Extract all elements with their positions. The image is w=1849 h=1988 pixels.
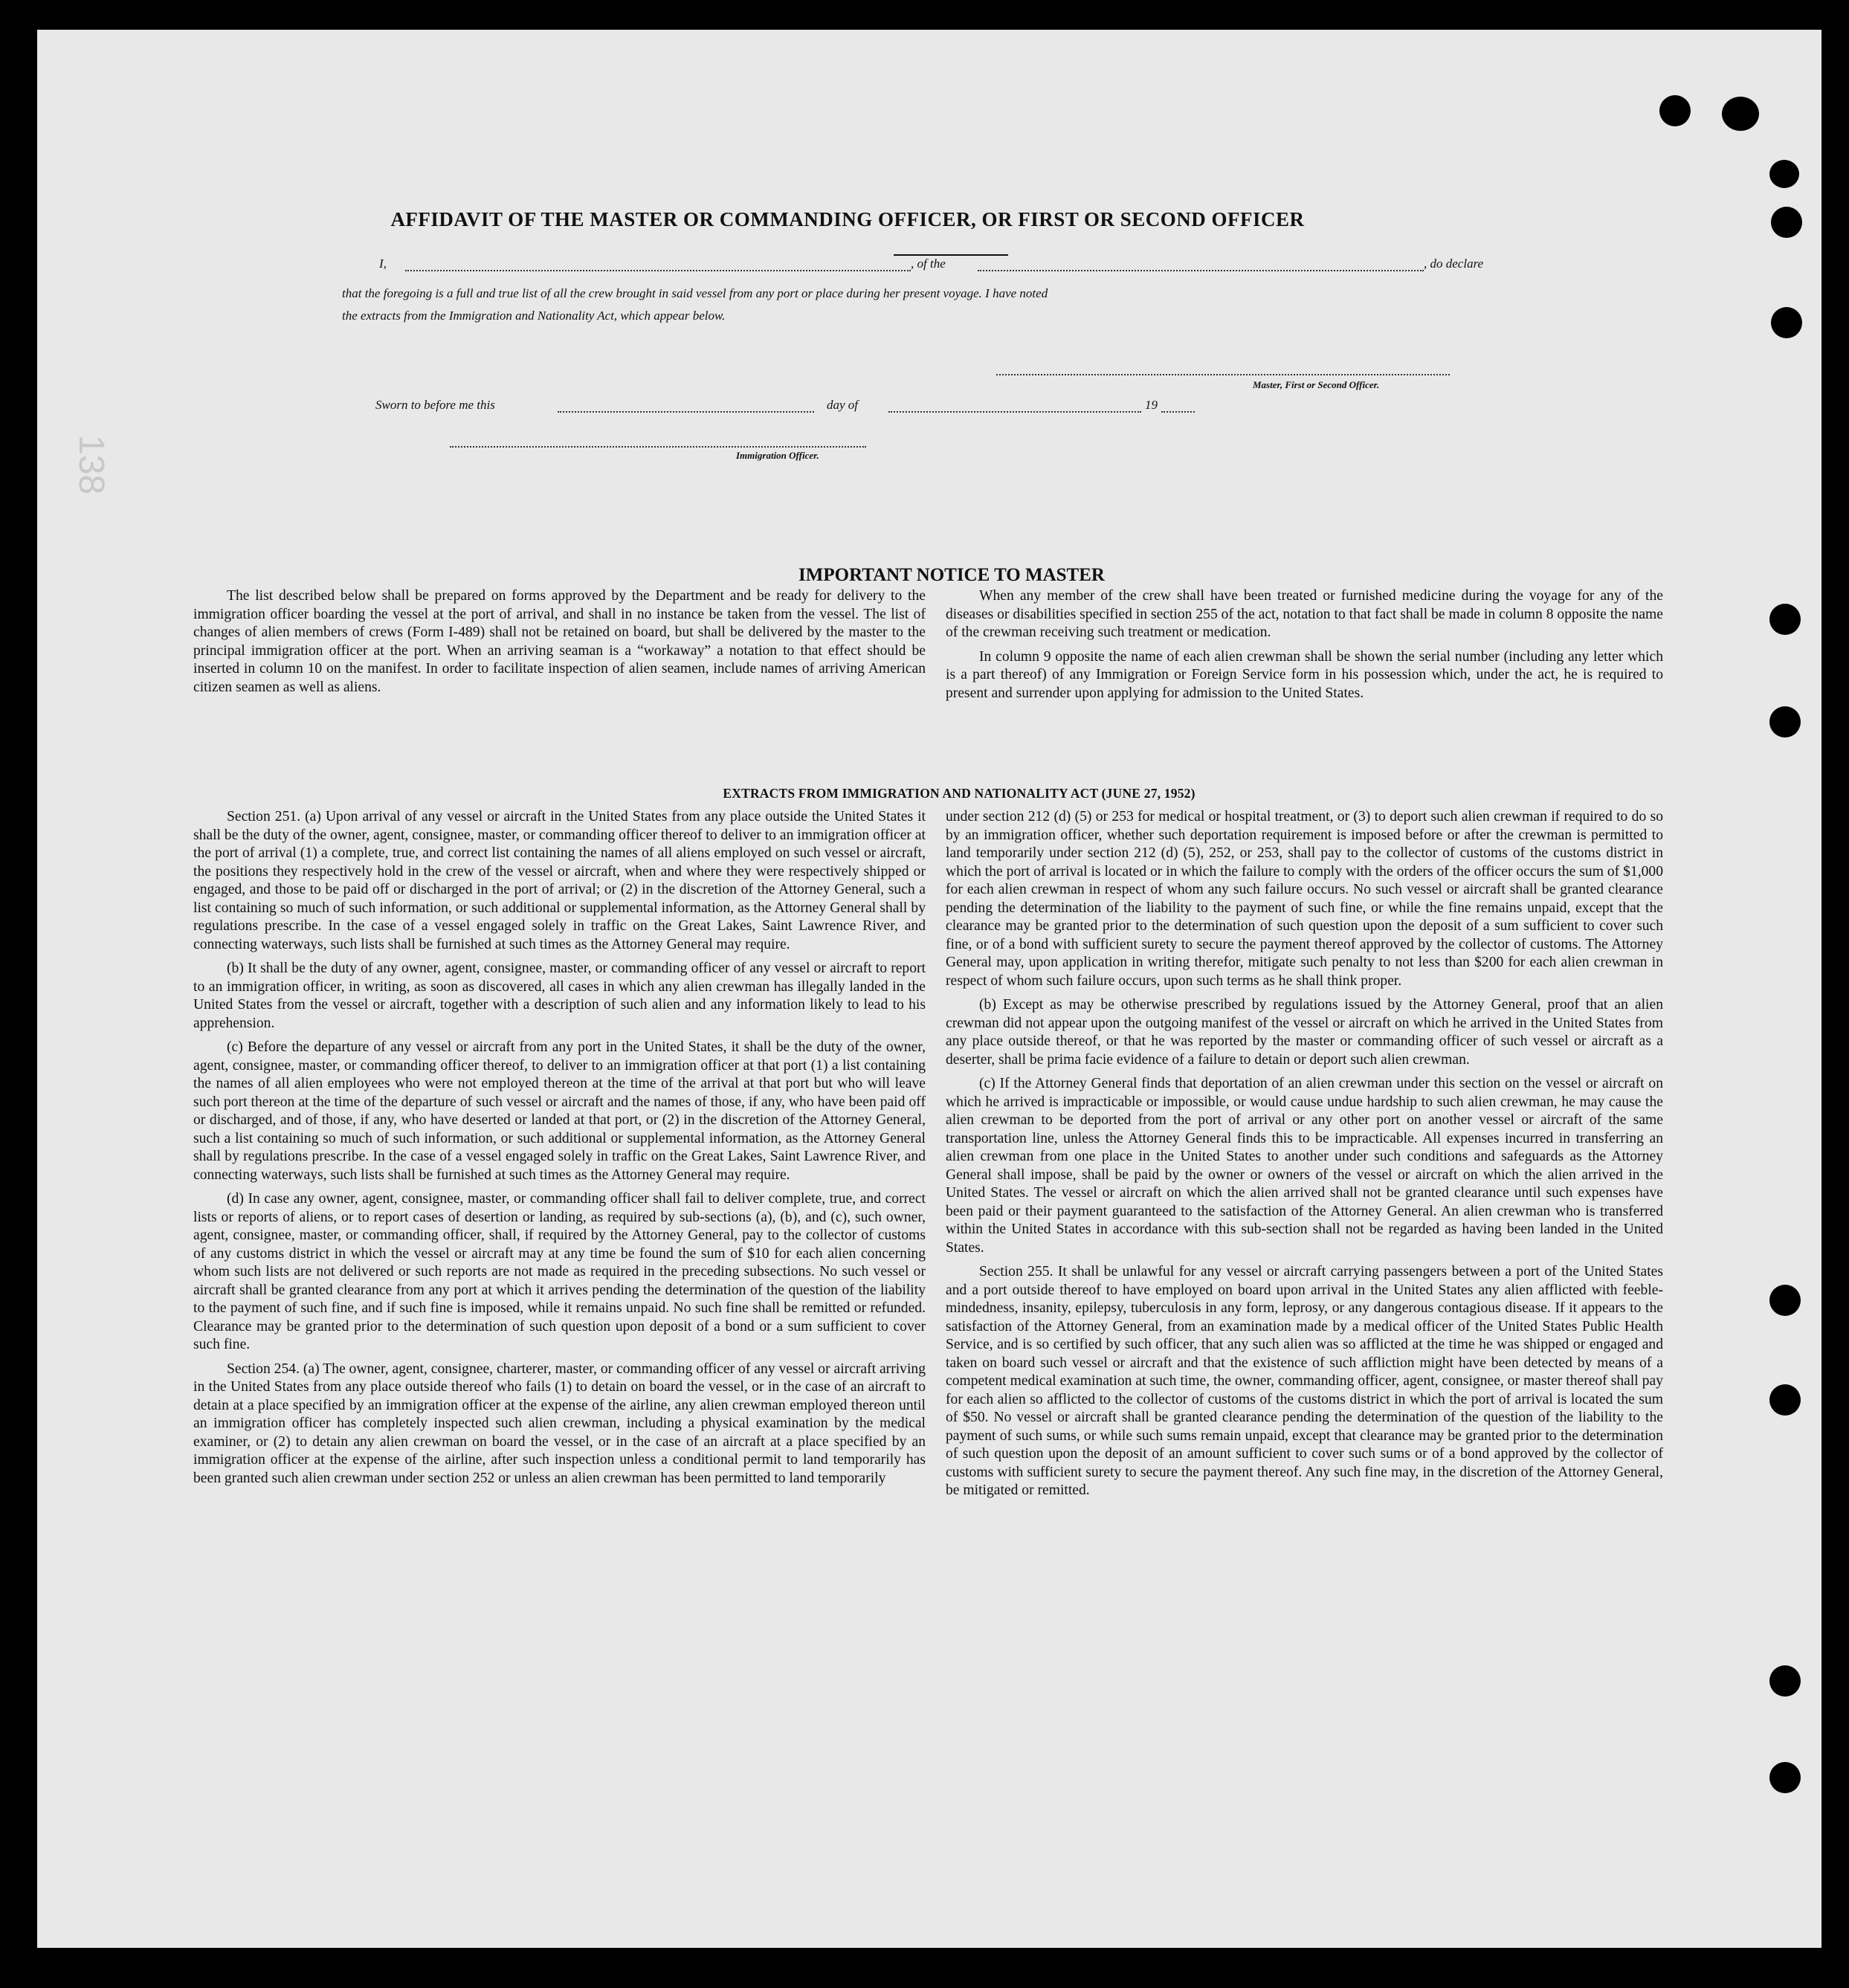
section-paragraph: (c) If the Attorney General finds that deportation of an alien crewman under this section on the vessel or aircraft on which he arrived is impracticable or impossible, or would cause undue hardship to such alien crewman, he may cause the alien crewman to be deported from the port of arrival or any other port on another vessel or aircraft of the same transportation line, unless the Attorney General finds this to be impracticable. All expenses incurred in transferring an alien crewman from one place in the United States to another under such conditions and safeguards as the Attorney General shall impose, shall be paid by the owner or owners of the vessel or aircraft on which the alien arrived in the United States. The vessel or aircraft on which the alien arrived shall not be granted clearance until such expenses have been paid or their payment guaranteed to the satisfaction of the Attorney General. An alien crewman who is transferred within the United States in accordance with this sub-section shall not be regarded as having been landed in the United States.: [946, 1076, 1663, 1256]
affidavit-statement-line-2: the extracts from the Immigration and Nationality Act, which appear below.: [342, 309, 726, 323]
year-label: 19: [1145, 398, 1158, 412]
notice-paragraph: When any member of the crew shall have been treated or furnished medicine during the voyage for any of the diseases or disabilities specified in section 255 of the act, notation to that fact shall be made in column 8 opposite the name of the crewman receiving such treatment or medication.: [946, 588, 1663, 640]
section-paragraph: (b) Except as may be otherwise prescribed by regulations issued by the Attorney General, proof that an alien crewman did not appear upon the outgoing manifest of the vessel or aircraft on which he arrived in the United States from any place outside thereof, or that he was reported by the master or commanding officer of such vessel or aircraft as a deserter, shall be prima facie evidence of a failure to detain or deport such alien crewman.: [946, 997, 1663, 1068]
punch-hole: [1769, 160, 1799, 188]
document-page: [37, 30, 1821, 1948]
section-paragraph: Section 254. (a) The owner, agent, consignee, charterer, master, or commanding officer of any vessel or aircraft arriving in the United States from any place outside thereof who fails (1) to detain on board the vessel, or in the case of an aircraft to detain at a place specified by an immigration officer at the expense of the airline, any alien crewman employed thereon until an immigration officer has completely inspected such alien crewman, including a physical examination by the medical examiner, or (2) to detain any alien crewman on board the vessel, or in the case of an aircraft at a place specified by an immigration officer at the expense of the airline, after such inspection unless a conditional permit to land temporarily has been granted such alien crewman under section 252 or unless an alien crewman has been permitted to land temporarily: [193, 1361, 926, 1486]
punch-hole: [1769, 604, 1801, 635]
section-paragraph: Section 251. (a) Upon arrival of any vessel or aircraft in the United States from any place outside the United States it shall be the duty of the owner, agent, consignee, master, or commanding officer thereof to deliver to an immigration officer at the port of arrival (1) a complete, true, and correct list containing the names of all aliens employed on such vessel or aircraft, the positions they respectively hold in the crew of the vessel or aircraft, when and where they were respectively shipped or engaged, and those to be paid off or discharged in the port of arrival; or (2) in the discretion of the Attorney General, such a list containing so much of such information, or such additional or supplemental information, as the Attorney General shall by regulations prescribe. In the case of a vessel engaged solely in traffic on the Great Lakes, Saint Lawrence River, and connecting waterways, such lists shall be furnished at such times as the Attorney General may require.: [193, 809, 926, 952]
notice-paragraph: The list described below shall be prepared on forms approved by the Department and be ready for delivery to the immigration officer boarding the vessel at the port of arrival, and shall in no instance be taken from the vessel. The list of changes of alien members of crews (Form I-489) shall not be retained on board, but shall be delivered by the master to the principal immigration officer at the port. When an arriving seaman is a “workaway” a notation to that effect should be inserted in column 10 on the manifest. In order to facilitate inspection of alien seamen, include names of arriving American citizen seamen as well as aliens.: [193, 588, 926, 695]
day-of-label: day of: [827, 398, 859, 412]
section-paragraph: Section 255. It shall be unlawful for any vessel or aircraft carrying passengers between a port of the United States and a port outside thereof to have employed on board upon arrival in the United States any alien afflicted with feeble-mindedness, insanity, epilepsy, tuberculosis in any form, leprosy, or any dangerous contagious disease. If it appears to the satisfaction of the Attorney General, from an examination made by a medical officer of the United States Public Health Service, and is so certified by such officer, that any such alien was so afflicted at the time he was shipped or engaged and taken on board such vessel or aircraft and that the existence of such affliction might have been detected by means of a competent medical examination at such time, the owner, commanding officer, agent, consignee, or master thereof shall pay for each alien so afflicted to the collector of customs of the customs district in which the port of arrival is located the sum of $50. No vessel or aircraft shall be granted clearance pending the determination of the question of the liability to the payment of such sums, or while such sums remain unpaid, except that clearance may be granted prior to the determination of such question upon the deposit of an amount sufficient to cover such sums or of a bond approved by the collector of customs with sufficient surety to secure the payment thereof. Any such fine may, in the discretion of the Attorney General, be mitigated or remitted.: [946, 1264, 1663, 1498]
extracts-title: EXTRACTS FROM IMMIGRATION AND NATIONALITY ACT (JUNE 27, 1952): [723, 786, 1195, 801]
officer-signature-field[interactable]: [450, 446, 866, 448]
affidavit-title: AFFIDAVIT OF THE MASTER OR COMMANDING OFFICER, OR FIRST OR SECOND OFFICER: [390, 208, 1305, 230]
punch-hole: [1769, 706, 1801, 738]
section-paragraph: (d) In case any owner, agent, consignee, master, or commanding officer shall fail to deliver complete, true, and correct lists or reports of aliens, or to report cases of desertion or landing, as required by sub-sections (a), (b), and (c), such owner, agent, consignee, master, or commanding officer, shall, if required by the Attorney General, pay to the collector of customs of any customs district in which the vessel or aircraft may at any time be found the sum of $10 for each alien concerning whom such lists are not delivered or such reports are not made as required in the preceding subsections. No such vessel or aircraft shall be granted clearance from any port at which it arrives pending the determination of the question of the liability to the payment of such fine, and if such fine is imposed, while it remains unpaid. No such fine shall be remitted or refunded. Clearance may be granted prior to the determination of such question upon deposit of a bond or a sum sufficient to cover such fine.: [193, 1191, 926, 1352]
officer-signature-caption: Immigration Officer.: [736, 450, 819, 461]
punch-hole: [1769, 1285, 1801, 1316]
affidavit-statement-line: that the foregoing is a full and true list of all the crew brought in said vessel from any port or place during her present voyage. I have noted: [342, 286, 1048, 300]
title-divider: [894, 254, 1008, 256]
notice-right-column: [946, 587, 1663, 709]
punch-hole: [1659, 95, 1691, 126]
section-paragraph: under section 212 (d) (5) or 253 for medical or hospital treatment, or (3) to deport such alien crewman if required to do so by an immigration officer, whether such deportation requirement is imposed before or after the crewman is permitted to land temporarily under section 212 (d) (5), 252, or 253, shall pay to the collector of customs of the customs district in which the port of arrival is located or in which the failure to comply with the orders of the officer occurs the sum of $1,000 for each alien crewman in respect of whom any such failure occurs. No such vessel or aircraft shall be granted clearance pending the determination of the liability to the payment of such fine, or while the fine remains unpaid, except that the clearance may be granted prior to the determination of such question upon the deposit of a sum sufficient to cover such fine, or of a bond with sufficient surety to secure the payment thereof approved by the collector of customs. The Attorney General may, upon application in writing therefor, mitigate such penalty to not less than $200 for each alien crewman in respect of whom such failure occurs, upon such terms as he shall think proper.: [946, 809, 1663, 989]
punch-hole: [1769, 1762, 1801, 1793]
sworn-day-field[interactable]: [558, 411, 814, 413]
affidavit-of-the-label: , of the: [911, 256, 946, 271]
master-signature-caption: Master, First or Second Officer.: [1253, 379, 1380, 390]
extracts-left-column: [193, 808, 926, 1494]
extracts-right-column: [946, 808, 1663, 1506]
punch-hole: [1771, 207, 1802, 238]
section-paragraph: (b) It shall be the duty of any owner, agent, consignee, master, or commanding officer of any vessel or aircraft to report to an immigration officer, in writing, as soon as discovered, all cases in which any alien crewman has illegally landed in the United States from the vessel or aircraft, together with a description of such alien and any information likely to lead to his apprehension.: [193, 961, 926, 1031]
punch-hole: [1769, 1665, 1801, 1697]
punch-hole: [1769, 1384, 1801, 1416]
affidavit-declare-label: , do declare: [1424, 256, 1484, 271]
section-paragraph: (c) Before the departure of any vessel or aircraft from any port in the United States, it shall be the duty of the owner, agent, consignee, master, or commanding officer thereof, to deliver to an immigration officer at that port (1) a list containing the names of all alien employees who were not employed thereon at the time of the arrival at that port but who will leave such port thereon at the time of the departure of such vessel or aircraft and the names of those, if any, who have been paid off or discharged, and of those, if any, who have deserted or landed at that port, or (2) in the discretion of the Attorney General, such a list containing so much of such information, or such additional or supplemental information, as the Attorney General shall by regulations prescribe. In the case of a vessel engaged solely in traffic on the Great Lakes, Saint Lawrence River, and connecting waterways, such lists shall be furnished at such times as the Attorney General may require.: [193, 1039, 926, 1183]
name-field[interactable]: [405, 270, 911, 271]
notice-left-column: [193, 587, 926, 703]
notice-title: IMPORTANT NOTICE TO MASTER: [798, 565, 1105, 585]
sworn-month-field[interactable]: [888, 411, 1141, 413]
master-signature-field[interactable]: [996, 374, 1450, 375]
affidavit-i-label: I,: [379, 256, 387, 271]
vessel-field[interactable]: [978, 270, 1424, 271]
page-stamp-number: 138: [71, 435, 111, 495]
notice-paragraph: In column 9 opposite the name of each alien crewman shall be shown the serial number (including any letter which is a part thereof) of any Immigration or Foreign Service form in his possession which, under the act, he is required to present and surrender upon applying for admission to the United States.: [946, 648, 1663, 701]
punch-hole: [1722, 97, 1759, 131]
sworn-label: Sworn to before me this: [375, 398, 495, 412]
sworn-year-field[interactable]: [1161, 411, 1195, 413]
punch-hole: [1771, 307, 1802, 338]
